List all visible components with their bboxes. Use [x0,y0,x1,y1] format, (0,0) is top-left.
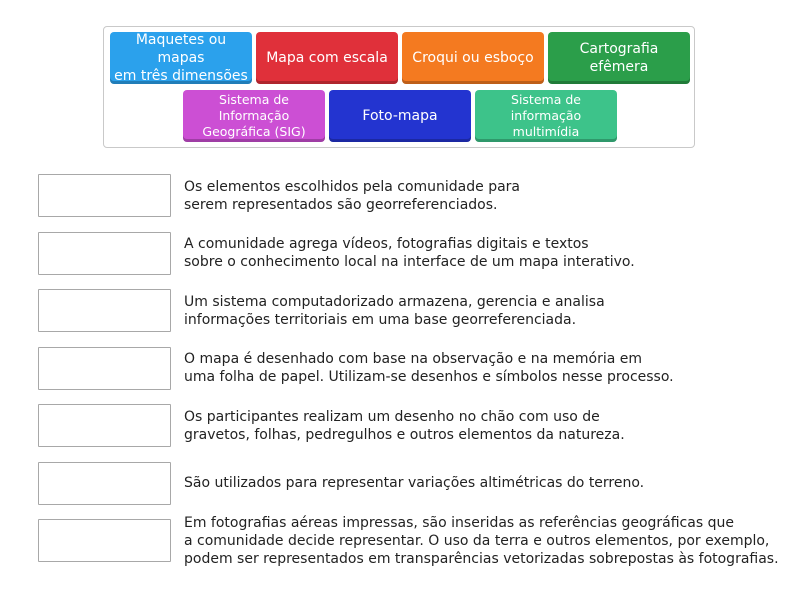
tile-sig[interactable] [183,90,325,142]
tile-line: Foto-mapa [362,108,438,124]
tile-maquetes[interactable] [110,32,252,84]
row-description-6 [184,474,644,492]
row-description-2 [184,235,635,271]
drop-box-3[interactable] [38,289,171,332]
tile-line: informação multimídia [510,108,582,139]
row-line: Em fotografias aéreas impressas, são inseridas as referências geográficas que [184,515,734,531]
tile-croqui[interactable] [402,32,544,84]
row-line: gravetos, folhas, pedregulhos e outros elementos da natureza. [184,427,625,443]
row-description-7 [184,514,779,568]
row-line: O mapa é desenhado com base na observação e na memória em [184,351,642,367]
tile-foto-mapa[interactable] [329,90,471,142]
drop-box-4[interactable] [38,347,171,390]
tile-line: Maquetes ou mapas [135,32,227,66]
row-line: serem representados são georreferenciados. [184,197,498,213]
row-line: Um sistema computadorizado armazena, gerencia e analisa [184,294,605,310]
tile-multimidia[interactable] [475,90,617,142]
drop-box-6[interactable] [38,462,171,505]
tile-line: efêmera [589,59,649,75]
drop-box-7[interactable] [38,519,171,562]
row-line: A comunidade agrega vídeos, fotografias digitais e textos [184,236,589,252]
row-description-3 [184,293,605,329]
tile-cartografia-efemera[interactable] [548,32,690,84]
row-line: sobre o conhecimento local na interface de um mapa interativo. [184,254,635,270]
drop-box-2[interactable] [38,232,171,275]
drop-box-1[interactable] [38,174,171,217]
tile-line: Cartografia [579,41,659,57]
row-line: Os elementos escolhidos pela comunidade para [184,179,520,195]
tile-line: em três dimensões [114,68,248,84]
row-line: São utilizados para representar variações altimétricas do terreno. [184,475,645,491]
tile-line: Croqui ou esboço [412,50,534,66]
tile-line: Sistema de Informação [218,92,290,123]
tile-mapa-com-escala[interactable] [256,32,398,84]
row-line: a comunidade decide representar. O uso da terra e outros elementos, por exemplo, [184,533,770,549]
tile-line: Mapa com escala [266,50,388,66]
tile-line: Sistema de [511,92,581,107]
row-description-4 [184,350,674,386]
row-description-1 [184,178,520,214]
row-description-5 [184,408,625,444]
row-line: Os participantes realizam um desenho no chão com uso de [184,409,600,425]
row-line: podem ser representados em transparências vetorizadas sobrepostas às fotografias. [184,551,779,567]
row-line: informações territoriais em uma base georreferenciada. [184,312,577,328]
drop-box-5[interactable] [38,404,171,447]
tile-line: Geográfica (SIG) [202,124,306,139]
row-line: uma folha de papel. Utilizam-se desenhos e símbolos nesse processo. [184,369,674,385]
